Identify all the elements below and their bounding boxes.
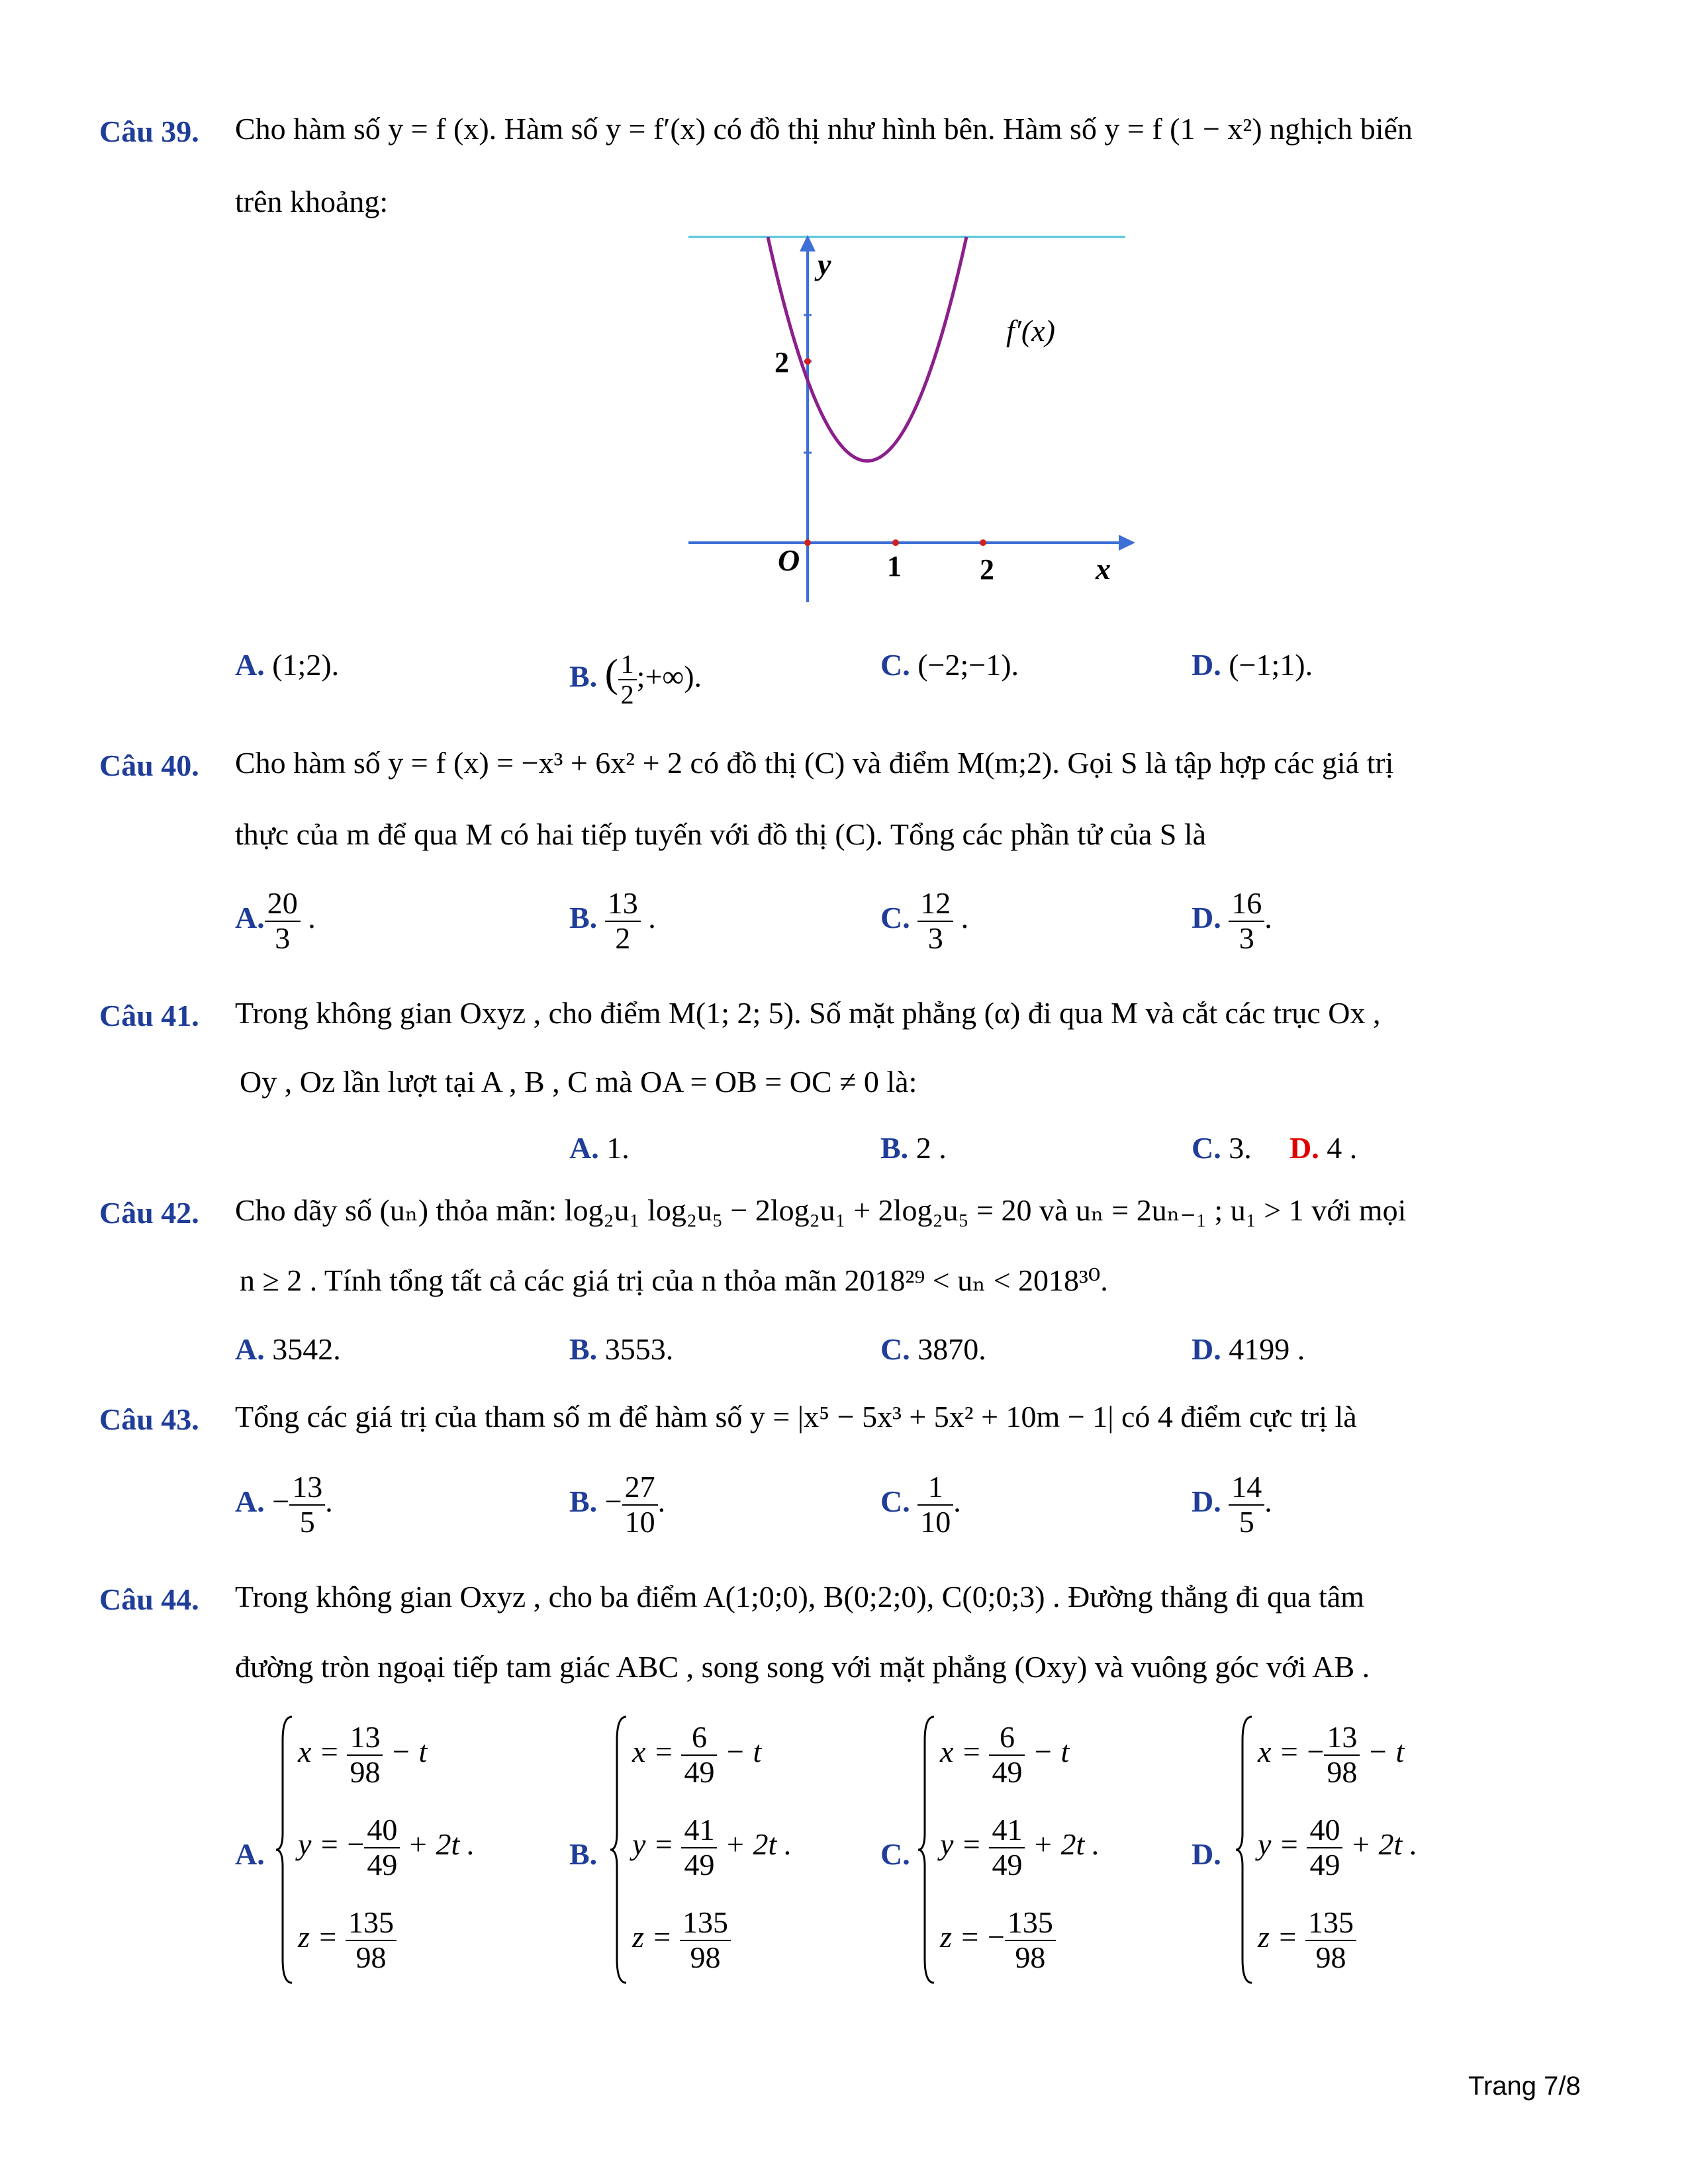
q39-label: Câu 39. [99,114,199,148]
q41-line2: Oy , Oz lần lượt tại A , B , C mà OA = OB = OC ≠ 0 là: [240,1065,917,1099]
brace-icon [1235,1714,1254,1985]
q40-label: Câu 40. [99,749,199,782]
q44-label: Câu 44. [99,1582,199,1616]
brace-icon [609,1714,629,1985]
q39-line2: trên khoảng: [235,185,389,218]
tick-y-label: 2 [774,346,789,379]
q40-option-b[interactable]: B. $\frac{13}{2}$ . [569,886,656,955]
q42-option-a[interactable]: A. 3542. [235,1332,341,1366]
derivative-curve [768,237,966,461]
q44-line2: đường tròn ngoại tiếp tam giác ABC , song song với mặt phẳng (Oxy) và vuông góc với AB . [235,1650,1370,1684]
q43-line1: Tổng các giá trị của tham số m để hàm số y = |x⁵ − 5x³ + 5x² + 10m − 1| có 4 điểm cực trị là [235,1400,1357,1433]
curve-label: f′(x) [1006,314,1055,347]
page-number: Trang 7/8 [1468,2071,1581,2101]
q40-option-a[interactable]: A. $\frac{20}{3}$ . [235,886,316,955]
y-intercept-point [804,358,811,365]
brace-icon [917,1714,937,1985]
q42-label: Câu 42. [99,1196,199,1230]
origin-label: O [778,543,800,577]
tick-x1-label: 1 [887,550,902,582]
q42-option-d[interactable]: D. 4199 . [1192,1332,1305,1366]
q39-option-b[interactable]: B. ( $\frac{1}{2}$ ;+∞). [569,649,702,709]
q42-option-b[interactable]: B. 3553. [569,1332,674,1366]
q40-option-c[interactable]: C. $\frac{12}{3}$ . [880,886,969,955]
q43-option-a[interactable]: A. − $\frac{13}{5}$ . [235,1470,333,1539]
root-1-point [892,539,899,546]
q41-label: Câu 41. [99,999,199,1032]
q40-line2: thực của m để qua M có hai tiếp tuyến với đồ thị (C). Tổng các phần tử của S là [235,817,1207,851]
brace-icon [275,1714,295,1985]
q40-line1: Cho hàm số y = f (x) = −x³ + 6x² + 2 có đồ thị (C) và điểm M(m;2). Gọi S là tập hợp các giá trị [235,746,1394,780]
q41-option-b[interactable]: B. 2 . [880,1131,947,1165]
q39-line1: Cho hàm số y = f (x). Hàm số y = f′(x) có đồ thị như hình bên. Hàm số y = f (1 − x²) nghịch biến [235,112,1413,146]
q39-option-d[interactable]: D. (−1;1). [1192,648,1313,682]
derivative-graph [688,232,1139,602]
x-axis-label: x [1096,552,1111,586]
origin-point [804,539,811,546]
q43-option-c[interactable]: C. $\frac{1}{10}$ . [880,1470,961,1539]
q42-line2: n ≥ 2 . Tính tổng tất cả các giá trị của n thỏa mãn 2018²⁹ < uₙ < 2018³⁰. [240,1263,1108,1297]
tick-x2-label: 2 [980,553,994,586]
q43-option-b[interactable]: B. − $\frac{27}{10}$ . [569,1470,666,1539]
q39-option-a[interactable]: A. (1;2). [235,648,340,682]
q41-option-a[interactable]: A. 1. [569,1131,630,1165]
q44-line1: Trong không gian Oxyz , cho ba điểm A(1;0;0), B(0;2;0), C(0;0;3) . Đường thẳng đi qua tâm [235,1580,1364,1614]
q39-option-c[interactable]: C. (−2;−1). [880,648,1019,682]
y-axis-label: y [818,248,831,281]
q41-option-c[interactable]: C. 3. [1192,1131,1252,1165]
q43-option-d[interactable]: D. $\frac{14}{5}$ . [1192,1470,1272,1539]
root-2-point [980,539,986,546]
x-axis-arrow [1119,535,1135,551]
q41-option-d[interactable]: D. 4 . [1289,1131,1358,1165]
q41-line1: Trong không gian Oxyz , cho điểm M(1; 2; 5). Số mặt phẳng (α) đi qua M và cắt các trục Ox , [235,996,1381,1030]
q40-option-d[interactable]: D. $\frac{16}{3}$ . [1192,886,1272,955]
q42-option-c[interactable]: C. 3870. [880,1332,986,1366]
q43-label: Câu 43. [99,1402,199,1436]
q42-line1: Cho dãy số (uₙ) thỏa mãn: log₂u₁ log₂u₅ − 2log₂u₁ + 2log₂u₅ = 20 và uₙ = 2uₙ₋₁ ; u₁ > 1 với mọi [235,1193,1407,1227]
